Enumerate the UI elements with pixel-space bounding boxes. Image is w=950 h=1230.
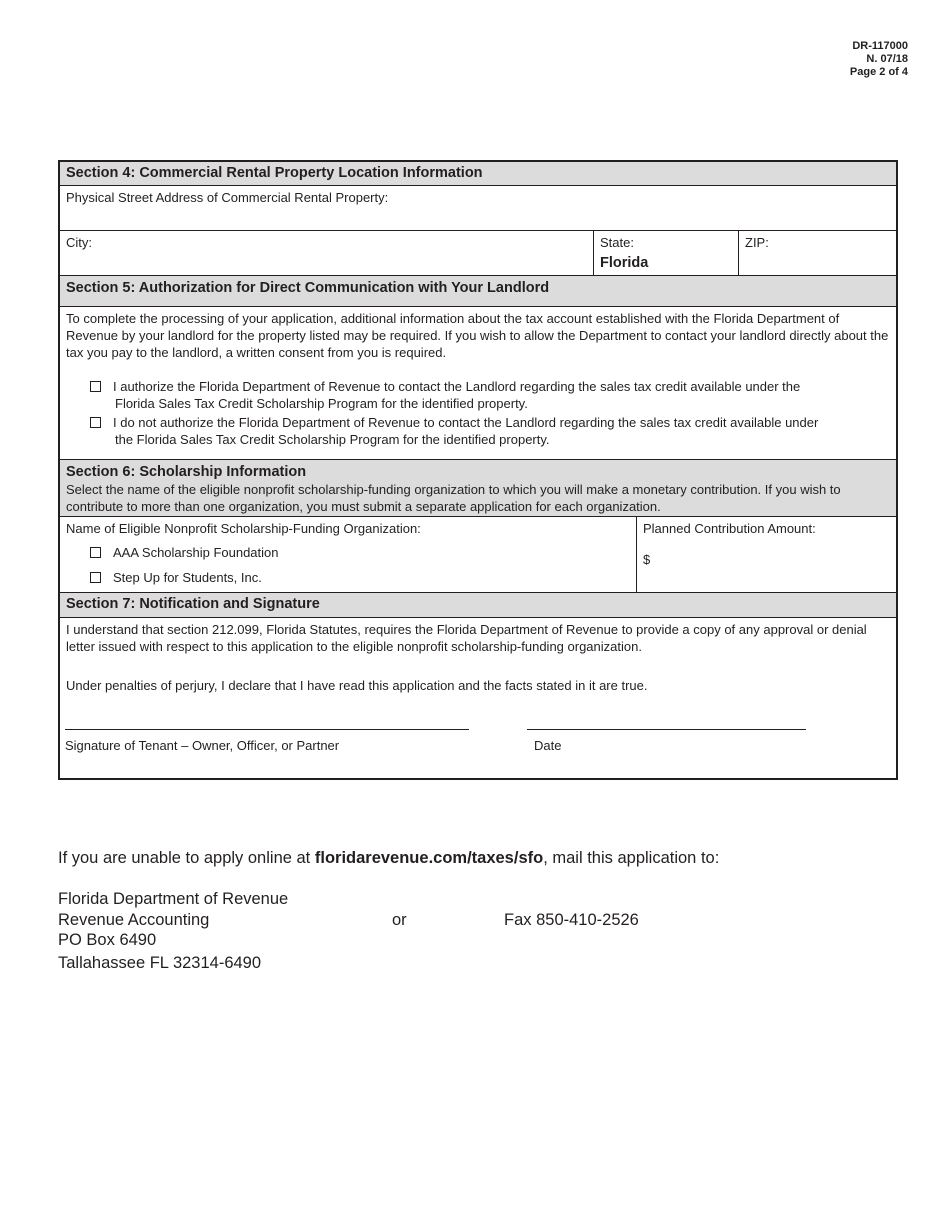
section4-title: Section 4: Commercial Rental Property Location Information (66, 165, 483, 181)
contribution-amount-field[interactable] (637, 517, 896, 592)
amount-label: Planned Contribution Amount: (643, 521, 816, 536)
or-text: or (392, 911, 407, 929)
statute-text: I understand that section 212.099, Florida Statutes, requires the Florida Department of Revenue to provide a copy of any approval or denial letter issued with respect to this application to the eligible nonprofit scholarship-funding organization. (66, 622, 867, 654)
form-revision: N. 07/18 (866, 53, 908, 65)
stepup-label: Step Up for Students, Inc. (113, 570, 262, 585)
date-label: Date (534, 738, 562, 753)
stepup-checkbox[interactable] (90, 572, 101, 583)
not-authorize-text-1: I do not authorize the Florida Department of Revenue to contact the Landlord regarding the sales tax credit available under (113, 415, 819, 430)
section5-title: Section 5: Authorization for Direct Communication with Your Landlord (66, 280, 550, 296)
date-line[interactable] (527, 729, 806, 730)
section5-header (60, 276, 896, 307)
section7-body (60, 618, 896, 778)
not-authorize-text-2: the Florida Sales Tax Credit Scholarship Program for the identified property. (115, 432, 550, 447)
aaa-checkbox[interactable] (90, 547, 101, 558)
section6-header (60, 460, 896, 517)
address-line-2: Revenue Accounting (58, 911, 210, 929)
organization-label: Name of Eligible Nonprofit Scholarship-Funding Organization: (66, 521, 421, 536)
signature-label: Signature of Tenant – Owner, Officer, or Partner (65, 738, 340, 753)
city-label: City: (66, 235, 92, 250)
mailing-intro-prefix: If you are unable to apply online at (58, 849, 315, 867)
mailing-intro (58, 849, 719, 868)
form-header (850, 40, 908, 79)
aaa-label: AAA Scholarship Foundation (113, 545, 279, 560)
section4-header (60, 162, 896, 186)
org-option-aaa[interactable] (90, 544, 630, 561)
section6-description: Select the name of the eligible nonprofit scholarship-funding organization to which you will make a monetary contribution. If you wish to contribute to more than one organization, you must submit a separate application for each organization. (66, 482, 841, 514)
authorize-text-2: Florida Sales Tax Credit Scholarship Program for the identified property. (115, 396, 528, 411)
fax-number: Fax 850-410-2526 (504, 911, 639, 929)
not-authorize-option[interactable] (90, 414, 890, 448)
zip-label: ZIP: (745, 235, 769, 250)
state-field (594, 231, 739, 275)
address-row (60, 186, 896, 231)
application-form (58, 160, 898, 780)
state-value: Florida (600, 255, 649, 271)
scholarship-row (60, 517, 896, 593)
currency-symbol: $ (643, 552, 651, 567)
organization-cell (60, 517, 637, 592)
address-line-1: Florida Department of Revenue (58, 890, 289, 908)
zip-field[interactable] (739, 231, 896, 275)
authorize-checkbox[interactable] (90, 381, 101, 392)
page-number: Page 2 of 4 (849, 66, 908, 78)
section7-header (60, 593, 896, 618)
address-field[interactable] (60, 186, 896, 230)
address-line-3: PO Box 6490 (58, 931, 157, 949)
form-number: DR-117000 (852, 40, 908, 52)
state-label: State: (600, 235, 634, 250)
section6-title: Section 6: Scholarship Information (66, 464, 307, 480)
mailing-intro-suffix: , mail this application to: (543, 849, 720, 867)
city-field[interactable] (60, 231, 594, 275)
perjury-text: Under penalties of perjury, I declare that I have read this application and the facts stated in it are true. (66, 678, 648, 693)
address-label: Physical Street Address of Commercial Rental Property: (66, 190, 389, 205)
section7-title: Section 7: Notification and Signature (66, 596, 320, 612)
authorize-option[interactable] (90, 378, 890, 412)
city-state-zip-row (60, 231, 896, 276)
authorize-text-1: I authorize the Florida Department of Revenue to contact the Landlord regarding the sales tax credit available under the (113, 379, 801, 394)
org-option-stepup[interactable] (90, 569, 630, 586)
online-url-link[interactable]: floridarevenue.com/taxes/sfo (314, 849, 544, 867)
signature-line[interactable] (65, 729, 469, 730)
not-authorize-checkbox[interactable] (90, 417, 101, 428)
section5-text: To complete the processing of your application, additional information about the tax account established with the Florida Department of Revenue by your landlord for the property listed may be required. If you wish to allow the Department to contact your landlord directly about the tax you pay to the landlord, a written consent from you is required. (66, 311, 889, 360)
section5-body (60, 307, 896, 460)
address-line-4: Tallahassee FL 32314-6490 (58, 954, 262, 972)
